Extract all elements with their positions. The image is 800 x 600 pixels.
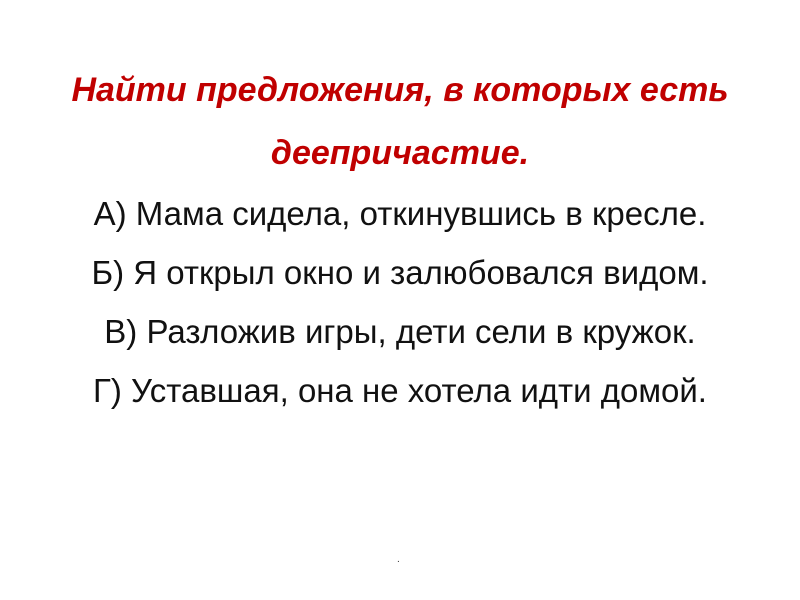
answer-options-list [0,193,800,429]
task-title-line-2: деепричастие. [270,134,530,172]
option-a: А) Мама сидела, откинувшись в кресле. [93,195,707,232]
option-d: Г) Уставшая, она не хотела идти домой. [93,372,707,409]
footer-dot: . [397,554,400,565]
option-c: В) Разложив игры, дети сели в кружок. [104,313,696,350]
option-b: Б) Я открыл окно и залюбовался видом. [91,254,709,291]
task-title-line-1: Найти предложения, в которых есть [71,71,729,109]
